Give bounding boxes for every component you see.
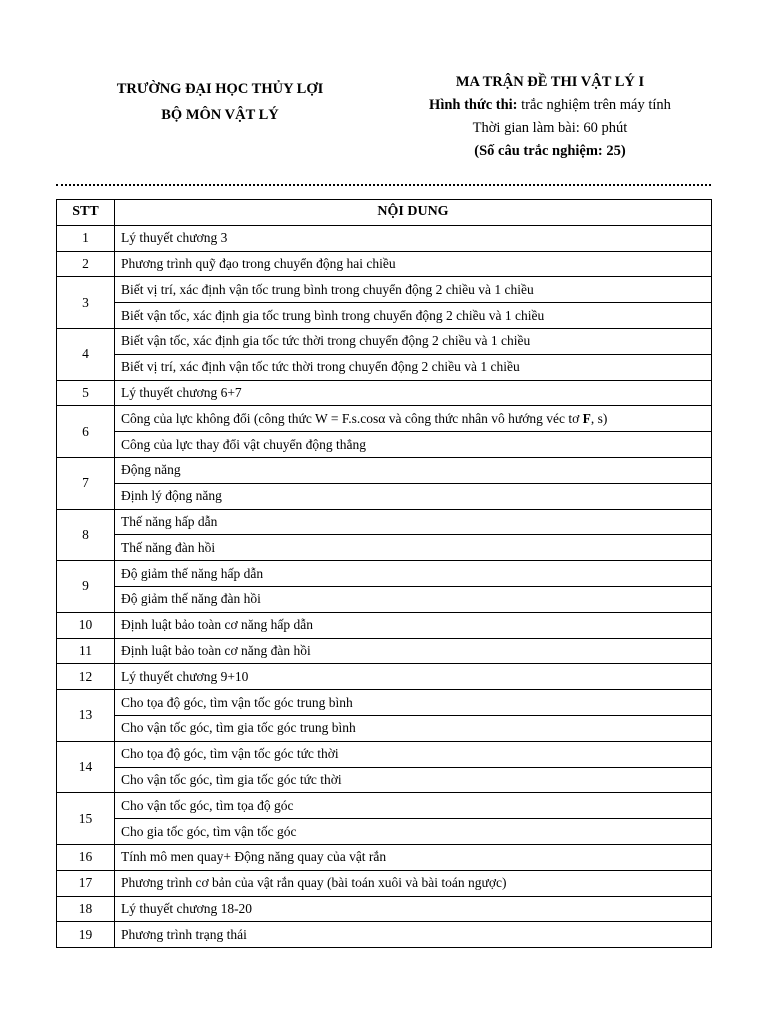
row-number: 6 bbox=[57, 406, 115, 458]
table-row bbox=[57, 328, 712, 354]
row-content: Phương trình quỹ đạo trong chuyển động hai chiều bbox=[115, 251, 712, 277]
row-content: Biết vị trí, xác định vận tốc trung bình trong chuyển động 2 chiều và 1 chiều bbox=[115, 277, 712, 303]
row-number: 12 bbox=[57, 664, 115, 690]
table-row bbox=[57, 380, 712, 406]
row-content: Công của lực thay đổi vật chuyển động thẳng bbox=[115, 432, 712, 458]
row-content: Độ giảm thế năng đàn hồi bbox=[115, 586, 712, 612]
row-content: Cho gia tốc góc, tìm vận tốc góc bbox=[115, 819, 712, 845]
row-number: 8 bbox=[57, 509, 115, 561]
row-number: 16 bbox=[57, 844, 115, 870]
row-content: Cho vận tốc góc, tìm gia tốc góc tức thời bbox=[115, 767, 712, 793]
row-content: Định lý động năng bbox=[115, 483, 712, 509]
row-content: Tính mô men quay+ Động năng quay của vật rắn bbox=[115, 844, 712, 870]
row-number: 2 bbox=[57, 251, 115, 277]
table-row bbox=[57, 483, 712, 509]
row-content: Phương trình trạng thái bbox=[115, 922, 712, 948]
exam-format-value: trắc nghiệm trên máy tính bbox=[517, 97, 671, 113]
table-row bbox=[57, 922, 712, 948]
exam-format bbox=[392, 94, 708, 117]
table-header-row bbox=[57, 200, 712, 226]
table-row bbox=[57, 225, 712, 251]
table-row bbox=[57, 612, 712, 638]
table-row bbox=[57, 432, 712, 458]
vector-symbol: F bbox=[582, 410, 591, 426]
table-row bbox=[57, 767, 712, 793]
row-content: Phương trình cơ bản của vật rắn quay (bài toán xuôi và bài toán ngược) bbox=[115, 870, 712, 896]
row-content: Công của lực không đổi (công thức W = F.s.cosα và công thức nhân vô hướng véc tơ F, s) bbox=[115, 406, 712, 432]
row-content: Cho vận tốc góc, tìm tọa độ góc bbox=[115, 793, 712, 819]
header-stt: STT bbox=[57, 200, 115, 226]
question-count: (Số câu trắc nghiệm: 25) bbox=[474, 143, 626, 159]
school-name: TRƯỜNG ĐẠI HỌC THỦY LỢI bbox=[116, 81, 324, 97]
row-content: Biết vận tốc, xác định gia tốc tức thời trong chuyển động 2 chiều và 1 chiều bbox=[115, 328, 712, 354]
table-row bbox=[57, 303, 712, 329]
table-row bbox=[57, 406, 712, 432]
dotted-separator bbox=[56, 184, 711, 186]
row-content: Thế năng đàn hồi bbox=[115, 535, 712, 561]
row-content: Thế năng hấp dẫn bbox=[115, 509, 712, 535]
row-number: 3 bbox=[57, 277, 115, 329]
table-row bbox=[57, 690, 712, 716]
table-row bbox=[57, 277, 712, 303]
table-row bbox=[57, 535, 712, 561]
row-number: 10 bbox=[57, 612, 115, 638]
row-content: Cho tọa độ góc, tìm vận tốc góc trung bình bbox=[115, 690, 712, 716]
row-content: Định luật bảo toàn cơ năng hấp dẫn bbox=[115, 612, 712, 638]
row-number: 4 bbox=[57, 328, 115, 380]
table-row bbox=[57, 457, 712, 483]
table-body bbox=[57, 225, 712, 947]
row-number: 7 bbox=[57, 457, 115, 509]
table-row bbox=[57, 561, 712, 587]
row-content: Cho vận tốc góc, tìm gia tốc góc trung bình bbox=[115, 715, 712, 741]
row-number: 1 bbox=[57, 225, 115, 251]
row-number: 13 bbox=[57, 690, 115, 742]
row-number: 17 bbox=[57, 870, 115, 896]
row-number: 5 bbox=[57, 380, 115, 406]
row-content: Biết vị trí, xác định vận tốc tức thời trong chuyển động 2 chiều và 1 chiều bbox=[115, 354, 712, 380]
row-number: 15 bbox=[57, 793, 115, 845]
table-row bbox=[57, 586, 712, 612]
table-row bbox=[57, 251, 712, 277]
table-row bbox=[57, 509, 712, 535]
row-number: 9 bbox=[57, 561, 115, 613]
header-content: NỘI DUNG bbox=[115, 200, 712, 226]
table-row bbox=[57, 870, 712, 896]
exam-format-label: Hình thức thi: bbox=[429, 97, 518, 113]
row-number: 18 bbox=[57, 896, 115, 922]
table-row bbox=[57, 354, 712, 380]
exam-matrix-table bbox=[56, 199, 712, 948]
table-row bbox=[57, 793, 712, 819]
table-row bbox=[57, 664, 712, 690]
table-row bbox=[57, 896, 712, 922]
row-number: 11 bbox=[57, 638, 115, 664]
row-content: Động năng bbox=[115, 457, 712, 483]
table-row bbox=[57, 638, 712, 664]
table-row bbox=[57, 715, 712, 741]
row-content: Lý thuyết chương 18-20 bbox=[115, 896, 712, 922]
exam-title: MA TRẬN ĐỀ THI VẬT LÝ I bbox=[455, 74, 645, 90]
row-content: Định luật bảo toàn cơ năng đàn hồi bbox=[115, 638, 712, 664]
row-content: Độ giảm thế năng hấp dẫn bbox=[115, 561, 712, 587]
row-content: Cho tọa độ góc, tìm vận tốc góc tức thời bbox=[115, 741, 712, 767]
table-row bbox=[57, 819, 712, 845]
row-number: 19 bbox=[57, 922, 115, 948]
exam-time: Thời gian làm bài: 60 phút bbox=[472, 120, 628, 136]
institution-header bbox=[88, 76, 352, 128]
exam-header bbox=[392, 71, 708, 163]
table-row bbox=[57, 741, 712, 767]
table-row bbox=[57, 844, 712, 870]
row-number: 14 bbox=[57, 741, 115, 793]
row-content: Lý thuyết chương 3 bbox=[115, 225, 712, 251]
department-name: BỘ MÔN VẬT LÝ bbox=[161, 107, 279, 123]
row-content: Lý thuyết chương 9+10 bbox=[115, 664, 712, 690]
row-content: Biết vận tốc, xác định gia tốc trung bình trong chuyển động 2 chiều và 1 chiều bbox=[115, 303, 712, 329]
row-content: Lý thuyết chương 6+7 bbox=[115, 380, 712, 406]
